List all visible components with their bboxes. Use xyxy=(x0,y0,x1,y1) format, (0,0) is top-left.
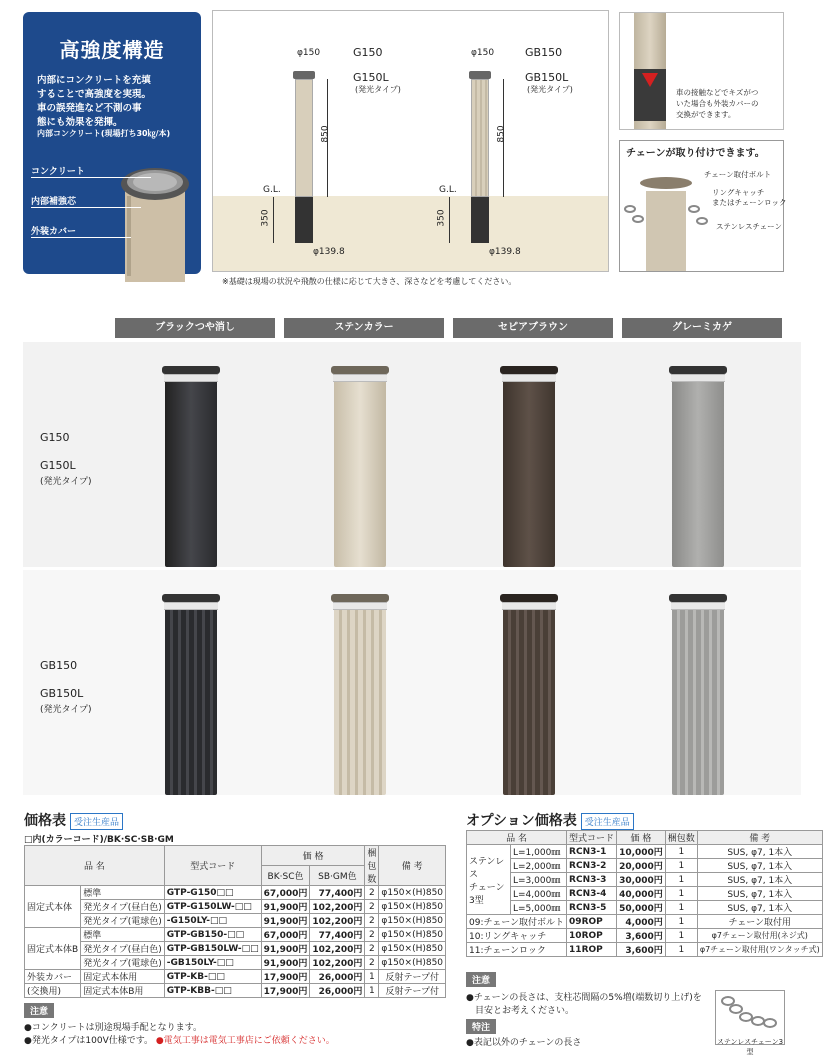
model-name-l: G150L xyxy=(353,71,389,84)
row-name: GB150 xyxy=(40,659,78,672)
bollard-cap xyxy=(162,594,220,602)
cell-code: 09ROP xyxy=(567,915,617,929)
cell-price: 102,200円 xyxy=(310,942,365,956)
info-desc-line: 態にも効果を発揮。 xyxy=(37,117,123,128)
chain-label-ring: リングキャッチ xyxy=(712,188,765,197)
col-remark: 備 考 xyxy=(379,846,446,886)
made-to-order-tag: 受注生産品 xyxy=(70,813,123,830)
bollard-g150-stain xyxy=(334,382,386,567)
table-row xyxy=(25,900,446,914)
cell-name: 10:リングキャッチ xyxy=(467,929,567,943)
cell-length: L=3,000㎜ xyxy=(511,873,567,887)
cell-pack: 2 xyxy=(365,914,379,928)
col-price: 価 格 xyxy=(261,846,365,866)
info-desc-line: することで高強度を実現。 xyxy=(37,89,152,100)
cell-type: 発光タイプ(昼白色) xyxy=(81,942,165,956)
cell-remark: φ150×(H)850 xyxy=(379,886,446,900)
table-row xyxy=(25,970,446,984)
cell-price: 102,200円 xyxy=(310,900,365,914)
info-title: 高強度構造 xyxy=(59,38,165,62)
cell-pack: 2 xyxy=(365,956,379,970)
cell-pack: 1 xyxy=(665,887,697,901)
cell-group: (交換用) xyxy=(25,984,81,998)
cell-code: GTP-GB150LW-□□ xyxy=(164,942,261,956)
bollard-gb150-black xyxy=(165,610,217,795)
dim-top-diameter: φ150 xyxy=(297,48,321,58)
bollard-reflector xyxy=(333,374,387,382)
bollard-cap xyxy=(469,71,491,79)
table-row xyxy=(25,928,446,942)
info-description xyxy=(37,74,197,130)
table-row xyxy=(25,886,446,900)
bollard-reflector xyxy=(671,602,725,610)
chain-photo-image xyxy=(716,991,784,1033)
dim-gl: G.L. xyxy=(263,185,281,195)
special-note-1: ●表記以外のチェーンの長さ xyxy=(466,1038,582,1048)
bollard-foundation xyxy=(295,197,313,243)
bollard-cap xyxy=(331,366,389,374)
cell-remark: φ150×(H)850 xyxy=(379,900,446,914)
arrow-down-icon xyxy=(642,73,658,87)
cell-price: 26,000円 xyxy=(310,970,365,984)
row-label-gb150 xyxy=(40,656,92,716)
cell-price: 17,900円 xyxy=(261,984,310,998)
cell-pack: 1 xyxy=(665,859,697,873)
bollard-body xyxy=(471,79,489,197)
cell-length: L=4,000㎜ xyxy=(511,887,567,901)
label-line xyxy=(31,237,131,238)
cell-pack: 1 xyxy=(665,845,697,859)
cell-length: L=2,000㎜ xyxy=(511,859,567,873)
dim-height: 850 xyxy=(320,125,331,143)
cell-price: 67,000円 xyxy=(261,886,310,900)
model-sub: (発光タイプ) xyxy=(355,85,401,94)
cell-type: 標準 xyxy=(81,886,165,900)
model-name: G150 xyxy=(353,46,383,59)
row-label-g150 xyxy=(40,428,92,488)
col-price-sb: SB·GM色 xyxy=(310,866,365,886)
cell-code: RCN3-3 xyxy=(567,873,617,887)
table-row xyxy=(467,859,823,873)
dim-line xyxy=(449,197,450,243)
cell-code: -G150LY-□□ xyxy=(164,914,261,928)
price-table-title xyxy=(24,810,123,830)
cell-pack: 1 xyxy=(365,984,379,998)
cell-price: 10,000円 xyxy=(617,845,666,859)
info-desc-line: 車の誤発進など不測の事 xyxy=(37,103,142,114)
option-table-title-text: オプション価格表 xyxy=(466,813,577,829)
cell-remark: SUS, φ7, 1本入 xyxy=(697,845,822,859)
col-price: 価 格 xyxy=(617,831,666,845)
cover-replace-photo xyxy=(619,12,784,130)
cell-remark: φ150×(H)850 xyxy=(379,928,446,942)
cell-pack: 1 xyxy=(365,970,379,984)
special-title: 特注 xyxy=(466,1019,496,1034)
col-code: 型式コード xyxy=(164,846,261,886)
chain-photo xyxy=(715,990,785,1056)
bollard-cap xyxy=(331,594,389,602)
table-row xyxy=(25,984,446,998)
cell-code: GTP-G150LW-□□ xyxy=(164,900,261,914)
table-row xyxy=(467,901,823,915)
group-label-2: チェーン3型 xyxy=(469,882,505,906)
bollard-reflector xyxy=(502,602,556,610)
cell-remark: SUS, φ7, 1本入 xyxy=(697,887,822,901)
col-pack: 梱包数 xyxy=(665,831,697,845)
color-header-black: ブラックつや消し xyxy=(115,318,275,338)
bollard-g150-gray xyxy=(672,382,724,567)
table-row xyxy=(467,845,823,859)
chain-title: チェーンが取り付けできます。 xyxy=(626,148,765,159)
cell-price: 91,900円 xyxy=(261,900,310,914)
col-remark: 備 考 xyxy=(697,831,822,845)
chain-label-lock: またはチェーンロック xyxy=(712,198,787,207)
cell-remark: チェーン取付用 xyxy=(697,915,822,929)
cell-code: RCN3-2 xyxy=(567,859,617,873)
dim-depth: 350 xyxy=(436,209,447,227)
cell-code: 10ROP xyxy=(567,929,617,943)
bollard-reflector xyxy=(164,602,218,610)
cell-type: 標準 xyxy=(81,928,165,942)
cell-type: 発光タイプ(電球色) xyxy=(81,914,165,928)
model-sub: (発光タイプ) xyxy=(527,85,573,94)
price-note-2b: ●電気工事は電気工事店にご依頼ください。 xyxy=(155,1036,335,1046)
cell-price: 3,600円 xyxy=(617,929,666,943)
made-to-order-tag: 受注生産品 xyxy=(581,813,634,830)
cell-price: 77,400円 xyxy=(310,928,365,942)
cell-type: 発光タイプ(電球色) xyxy=(81,956,165,970)
chain-illustration xyxy=(620,169,710,271)
info-desc-line: 内部にコンクリートを充填 xyxy=(37,75,151,86)
cell-type: 固定式本体用 xyxy=(81,970,165,984)
cutaway-illustration xyxy=(103,152,201,274)
bollard-cap xyxy=(293,71,315,79)
dim-depth: 350 xyxy=(260,209,271,227)
col-name: 品 名 xyxy=(25,846,165,886)
dim-line xyxy=(273,197,274,243)
cell-remark: φ7チェーン取付用(ネジ式) xyxy=(697,929,822,943)
table-row xyxy=(467,887,823,901)
option-notes-title: 注意 xyxy=(466,972,496,987)
photo-note-line: 交換ができます。 xyxy=(676,110,736,119)
cell-code: RCN3-1 xyxy=(567,845,617,859)
bollard-reflector xyxy=(671,374,725,382)
price-table xyxy=(24,845,446,998)
chain-label-chain: ステンレスチェーン xyxy=(716,222,783,231)
cell-price: 26,000円 xyxy=(310,984,365,998)
cell-code: RCN3-5 xyxy=(567,901,617,915)
cell-code: GTP-KB-□□ xyxy=(164,970,261,984)
dim-gl: G.L. xyxy=(439,185,457,195)
table-row xyxy=(467,873,823,887)
price-note-1: ●コンクリートは別途現場手配となります。 xyxy=(24,1023,202,1033)
price-notes-title: 注意 xyxy=(24,1003,54,1018)
bollard-cap xyxy=(500,366,558,374)
cell-code: -GB150LY-□□ xyxy=(164,956,261,970)
cell-price: 102,200円 xyxy=(310,914,365,928)
dim-height: 850 xyxy=(496,125,507,143)
table-row xyxy=(25,914,446,928)
label-concrete: コンクリート xyxy=(31,167,85,177)
cell-price: 3,600円 xyxy=(617,943,666,957)
cell-group: 外装カバー xyxy=(25,970,81,984)
bollard-g150-black xyxy=(165,382,217,567)
bollard-cap xyxy=(669,366,727,374)
cell-price: 67,000円 xyxy=(261,928,310,942)
dim-top-diameter: φ150 xyxy=(471,48,495,58)
cell-price: 4,000円 xyxy=(617,915,666,929)
cell-remark: 反射テープ付 xyxy=(379,984,446,998)
label-reinforcement: 内部補強芯 xyxy=(31,197,77,207)
label-line xyxy=(31,177,151,178)
photo-note-line: いた場合も外装カバーの xyxy=(676,99,759,108)
cell-pack: 1 xyxy=(665,943,697,957)
cell-code: RCN3-4 xyxy=(567,887,617,901)
cell-length: L=1,000㎜ xyxy=(511,845,567,859)
cell-price: 91,900円 xyxy=(261,956,310,970)
cell-price: 20,000円 xyxy=(617,859,666,873)
cell-pack: 1 xyxy=(665,915,697,929)
cell-price: 50,000円 xyxy=(617,901,666,915)
color-code-note: □内(カラーコード)/BK·SC·SB·GM xyxy=(24,835,174,845)
col-price-bk: BK·SC色 xyxy=(261,866,310,886)
bollard-body xyxy=(295,79,313,197)
table-row xyxy=(467,943,823,957)
dim-bottom-diameter: φ139.8 xyxy=(313,247,345,257)
chain-panel xyxy=(619,140,787,272)
cell-remark: SUS, φ7, 1本入 xyxy=(697,873,822,887)
cell-pack: 1 xyxy=(665,873,697,887)
color-header-sepia: セピアブラウン xyxy=(453,318,613,338)
cell-remark: 反射テープ付 xyxy=(379,970,446,984)
cell-remark: SUS, φ7, 1本入 xyxy=(697,859,822,873)
cell-price: 91,900円 xyxy=(261,914,310,928)
price-table-title-text: 価格表 xyxy=(24,813,66,829)
cell-code: GTP-KBB-□□ xyxy=(164,984,261,998)
row-sub: (発光タイプ) xyxy=(40,477,92,487)
bollard-gb150-sepia xyxy=(503,610,555,795)
cell-pack: 2 xyxy=(365,886,379,900)
row-name: G150 xyxy=(40,431,70,444)
cell-pack: 2 xyxy=(365,942,379,956)
cell-price: 40,000円 xyxy=(617,887,666,901)
row-name-l: GB150L xyxy=(40,687,84,700)
cell-remark: φ150×(H)850 xyxy=(379,914,446,928)
bollard-foundation xyxy=(471,197,489,243)
row-name-l: G150L xyxy=(40,459,76,472)
cell-length: L=5,000㎜ xyxy=(511,901,567,915)
price-note-2 xyxy=(24,1033,335,1046)
table-row xyxy=(467,915,823,929)
cell-type: 固定式本体B用 xyxy=(81,984,165,998)
cell-price: 30,000円 xyxy=(617,873,666,887)
bollard-cap xyxy=(162,366,220,374)
chain-label-bolt: チェーン取付ボルト xyxy=(704,170,772,179)
cell-price: 91,900円 xyxy=(261,942,310,956)
cell-code: GTP-G150□□ xyxy=(164,886,261,900)
col-pack: 梱包数 xyxy=(365,846,379,886)
bollard-reflector xyxy=(502,374,556,382)
option-table xyxy=(466,830,823,957)
dim-bottom-diameter: φ139.8 xyxy=(489,247,521,257)
photo-note-line: 車の接触などでキズがつ xyxy=(676,88,759,97)
bollard-reflector xyxy=(164,374,218,382)
cell-pack: 2 xyxy=(365,900,379,914)
col-code: 型式コード xyxy=(567,831,617,845)
cell-pack: 2 xyxy=(365,928,379,942)
cell-remark: φ150×(H)850 xyxy=(379,956,446,970)
cell-price: 102,200円 xyxy=(310,956,365,970)
bollard-gb150-stain xyxy=(334,610,386,795)
cell-price: 77,400円 xyxy=(310,886,365,900)
model-name-l: GB150L xyxy=(525,71,569,84)
model-name: GB150 xyxy=(525,46,563,59)
cell-price: 17,900円 xyxy=(261,970,310,984)
bollard-reflector xyxy=(333,602,387,610)
table-row xyxy=(25,956,446,970)
cell-name: 11:チェーンロック xyxy=(467,943,567,957)
col-name: 品 名 xyxy=(467,831,567,845)
diagram-footnote: ※基礎は現場の状況や飛散の仕様に応じて大きさ、深さなどを考慮してください。 xyxy=(222,277,517,286)
cell-name: 09:チェーン取付ボルト xyxy=(467,915,567,929)
cell-code: 11ROP xyxy=(567,943,617,957)
cell-group: 固定式本体 xyxy=(25,886,81,928)
label-line xyxy=(31,207,141,208)
color-header-gray: グレーミカゲ xyxy=(622,318,782,338)
cell-remark: SUS, φ7, 1本入 xyxy=(697,901,822,915)
info-panel xyxy=(23,12,201,274)
bollard-cap xyxy=(500,594,558,602)
option-note-1: ●チェーンの長さは、支柱芯間隔の5%増(端数切り上げ)を xyxy=(466,993,702,1003)
option-table-title xyxy=(466,810,634,830)
info-note: 内部コンクリート(現場打ち30㎏/本) xyxy=(37,129,171,138)
table-row xyxy=(467,929,823,943)
bollard-cap xyxy=(669,594,727,602)
group-label-1: ステンレス xyxy=(469,856,505,880)
price-note-2a: ●発光タイプは100V仕様です。 xyxy=(24,1036,154,1046)
cell-pack: 1 xyxy=(665,901,697,915)
cell-group: 固定式本体B xyxy=(25,928,81,970)
row-sub: (発光タイプ) xyxy=(40,705,92,715)
color-header-stain: ステンカラー xyxy=(284,318,444,338)
cell-remark: φ150×(H)850 xyxy=(379,942,446,956)
label-cover: 外装カバー xyxy=(31,227,77,237)
cell-type: 発光タイプ(昼白色) xyxy=(81,900,165,914)
cell-group xyxy=(467,845,511,915)
cell-remark: φ7チェーン取付用(ワンタッチ式) xyxy=(697,943,822,957)
bollard-g150-sepia xyxy=(503,382,555,567)
cell-pack: 1 xyxy=(665,929,697,943)
bollard-gb150-gray xyxy=(672,610,724,795)
cell-code: GTP-GB150-□□ xyxy=(164,928,261,942)
option-note-2: 目安とお考えください。 xyxy=(466,1006,575,1016)
table-row xyxy=(25,942,446,956)
dimension-diagram xyxy=(212,10,609,272)
chain-photo-label: ステンレスチェーン3型 xyxy=(716,1038,784,1056)
